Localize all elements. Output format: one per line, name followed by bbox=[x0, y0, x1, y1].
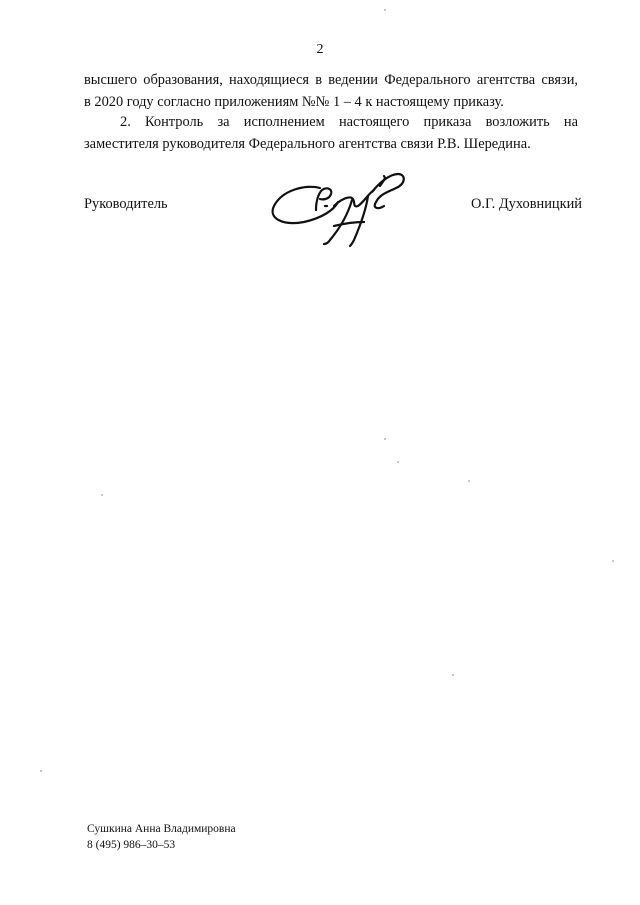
scan-speck bbox=[384, 9, 386, 11]
signature-stroke-tail bbox=[372, 174, 404, 208]
paragraph-1 bbox=[84, 69, 578, 113]
scan-speck bbox=[397, 461, 399, 463]
signature-stroke-descender-1 bbox=[324, 200, 352, 244]
scan-speck bbox=[40, 770, 42, 772]
paragraph-2-line-2: заместителя руководителя Федерального агентства связи Р.В. Шередина. bbox=[84, 136, 531, 152]
handwritten-signature bbox=[268, 166, 418, 258]
executor-name: Сушкина Анна Владимировна bbox=[87, 823, 236, 835]
scan-speck bbox=[101, 494, 103, 496]
signer-position-title: Руководитель bbox=[84, 196, 168, 212]
scan-speck bbox=[612, 560, 614, 562]
signature-stroke-hook bbox=[380, 176, 385, 186]
paragraph-1-line-1: высшего образования, находящиеся в ведении Федерального агентства связи, bbox=[84, 72, 578, 88]
executor-phone: 8 (495) 986–30–53 bbox=[87, 839, 176, 851]
paragraph-2-line-1: 2. Контроль за исполнением настоящего приказа возложить на bbox=[120, 114, 578, 130]
signature-stroke-descender-2 bbox=[350, 196, 368, 246]
executor-info bbox=[87, 821, 236, 853]
scan-speck bbox=[384, 438, 386, 440]
page-number: 2 bbox=[316, 42, 324, 57]
paragraph-1-line-2: в 2020 году согласно приложениям №№ 1 – 4 к настоящему приказу. bbox=[84, 94, 504, 110]
signer-name: О.Г. Духовницкий bbox=[470, 196, 582, 212]
signature-stroke-loop bbox=[273, 187, 338, 223]
scan-speck bbox=[468, 480, 470, 482]
paragraph-2 bbox=[84, 111, 578, 155]
signature-stroke-initial bbox=[316, 188, 331, 210]
scan-speck bbox=[452, 674, 454, 676]
